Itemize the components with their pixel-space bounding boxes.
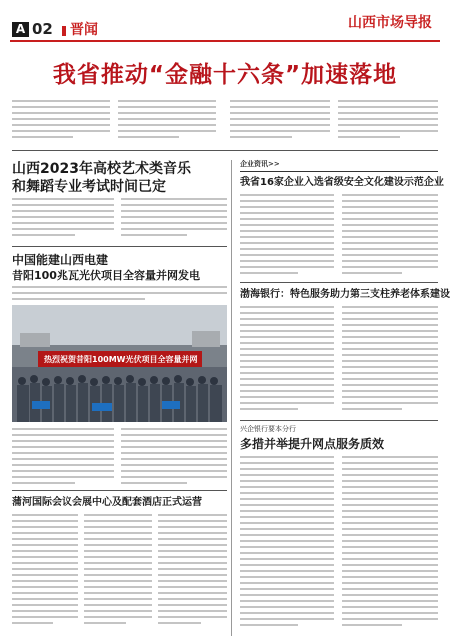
text-line-placeholder <box>240 606 334 608</box>
text-line-placeholder <box>12 428 114 430</box>
page-letter-box: A <box>12 22 29 37</box>
text-line-placeholder <box>12 586 78 588</box>
text-line-placeholder <box>342 378 438 380</box>
text-line-placeholder <box>158 616 227 618</box>
text-line-placeholder <box>121 234 187 236</box>
text-line-placeholder <box>240 408 298 410</box>
text-line-placeholder <box>12 458 114 460</box>
text-line-placeholder <box>12 568 78 570</box>
text-line-placeholder <box>84 592 152 594</box>
text-line-placeholder <box>12 556 78 558</box>
text-line-placeholder <box>342 342 438 344</box>
text-line-placeholder <box>158 532 227 534</box>
divider-line <box>240 282 438 283</box>
text-line-placeholder <box>240 366 334 368</box>
text-line-placeholder <box>121 198 227 200</box>
text-line-placeholder <box>12 526 78 528</box>
text-line-placeholder <box>240 218 334 220</box>
text-line-placeholder <box>240 360 334 362</box>
text-line-placeholder <box>121 210 227 212</box>
text-line-placeholder <box>240 396 334 398</box>
text-line-placeholder <box>158 538 227 540</box>
text-line-placeholder <box>12 106 110 108</box>
text-line-placeholder <box>158 562 227 564</box>
article-body <box>240 194 334 281</box>
section-marker <box>62 26 66 36</box>
text-line-placeholder <box>240 236 334 238</box>
text-line-placeholder <box>12 562 78 564</box>
text-line-placeholder <box>240 588 334 590</box>
text-line-placeholder <box>118 118 216 120</box>
text-line-placeholder <box>342 600 438 602</box>
text-line-placeholder <box>342 576 438 578</box>
text-line-placeholder <box>342 224 438 226</box>
text-line-placeholder <box>12 520 78 522</box>
text-line-placeholder <box>342 528 438 530</box>
text-line-placeholder <box>118 136 179 138</box>
text-line-placeholder <box>84 568 152 570</box>
text-line-placeholder <box>342 254 438 256</box>
text-line-placeholder <box>342 570 438 572</box>
text-line-placeholder <box>12 222 114 224</box>
article-body <box>121 198 227 242</box>
text-line-placeholder <box>12 452 114 454</box>
text-line-placeholder <box>342 360 438 362</box>
article-body <box>240 456 334 632</box>
text-line-placeholder <box>84 544 152 546</box>
text-line-placeholder <box>240 564 334 566</box>
text-line-placeholder <box>118 106 216 108</box>
text-line-placeholder <box>121 464 227 466</box>
text-line-placeholder <box>240 552 334 554</box>
text-line-placeholder <box>12 544 78 546</box>
text-line-placeholder <box>230 124 330 126</box>
text-line-placeholder <box>240 230 334 232</box>
text-line-placeholder <box>240 510 334 512</box>
text-line-placeholder <box>12 100 110 102</box>
text-line-placeholder <box>12 610 78 612</box>
text-line-placeholder <box>84 550 152 552</box>
text-line-placeholder <box>240 206 334 208</box>
text-line-placeholder <box>12 112 110 114</box>
text-line-placeholder <box>342 534 438 536</box>
text-line-placeholder <box>240 354 334 356</box>
text-line-placeholder <box>342 200 438 202</box>
divider-line <box>12 490 227 491</box>
page-number: 02 <box>32 20 53 38</box>
text-line-placeholder <box>158 586 227 588</box>
text-line-placeholder <box>84 598 152 600</box>
article-body <box>121 428 227 491</box>
article-title: 山西2023年高校艺术类音乐 <box>12 161 191 177</box>
text-line-placeholder <box>240 582 334 584</box>
text-line-placeholder <box>342 396 438 398</box>
text-line-placeholder <box>121 216 227 218</box>
text-line-placeholder <box>342 354 438 356</box>
lead-story-col-4 <box>338 100 438 144</box>
text-line-placeholder <box>12 292 227 294</box>
text-line-placeholder <box>338 124 438 126</box>
text-line-placeholder <box>240 384 334 386</box>
text-line-placeholder <box>240 600 334 602</box>
text-line-placeholder <box>240 318 334 320</box>
text-line-placeholder <box>84 556 152 558</box>
text-line-placeholder <box>121 204 227 206</box>
text-line-placeholder <box>12 574 78 576</box>
text-line-placeholder <box>342 498 438 500</box>
text-line-placeholder <box>240 242 334 244</box>
text-line-placeholder <box>12 130 110 132</box>
article-body <box>158 514 227 632</box>
text-line-placeholder <box>342 218 438 220</box>
text-line-placeholder <box>240 576 334 578</box>
text-line-placeholder <box>342 504 438 506</box>
divider-line <box>240 420 438 421</box>
section-tag: 企业资讯>> <box>240 160 280 168</box>
section-name: 晋闻 <box>70 22 98 38</box>
text-line-placeholder <box>342 242 438 244</box>
text-line-placeholder <box>342 266 438 268</box>
text-line-placeholder <box>240 594 334 596</box>
text-line-placeholder <box>342 588 438 590</box>
text-line-placeholder <box>84 520 152 522</box>
text-line-placeholder <box>84 514 152 516</box>
article-body <box>240 306 334 418</box>
text-line-placeholder <box>158 568 227 570</box>
text-line-placeholder <box>342 492 438 494</box>
article-body <box>342 306 438 418</box>
text-line-placeholder <box>240 390 334 392</box>
solar-project-photo <box>12 305 227 422</box>
text-line-placeholder <box>342 624 402 626</box>
text-line-placeholder <box>84 574 152 576</box>
text-line-placeholder <box>158 556 227 558</box>
text-line-placeholder <box>12 286 227 288</box>
text-line-placeholder <box>158 520 227 522</box>
article-title: 昔阳100兆瓦光伏项目全容量并网发电 <box>12 269 200 282</box>
main-headline: 我省推动“金融十六条”加速落地 <box>52 62 398 88</box>
text-line-placeholder <box>240 248 334 250</box>
text-line-placeholder <box>121 428 227 430</box>
text-line-placeholder <box>84 604 152 606</box>
text-line-placeholder <box>12 592 78 594</box>
text-line-placeholder <box>338 106 438 108</box>
article-title: 多措并举提升网点服务质效 <box>240 437 385 451</box>
text-line-placeholder <box>342 312 438 314</box>
text-line-placeholder <box>240 480 334 482</box>
text-line-placeholder <box>12 210 114 212</box>
lead-story-col-2 <box>118 100 216 144</box>
text-line-placeholder <box>240 486 334 488</box>
text-line-placeholder <box>240 570 334 572</box>
text-line-placeholder <box>240 260 334 262</box>
lead-story-col-3 <box>230 100 330 144</box>
text-line-placeholder <box>240 474 334 476</box>
text-line-placeholder <box>230 118 330 120</box>
text-line-placeholder <box>240 516 334 518</box>
text-line-placeholder <box>84 616 152 618</box>
masthead-rule <box>10 40 440 42</box>
text-line-placeholder <box>342 552 438 554</box>
text-line-placeholder <box>121 228 227 230</box>
text-line-placeholder <box>342 212 438 214</box>
text-line-placeholder <box>342 324 438 326</box>
text-line-placeholder <box>12 118 110 120</box>
text-line-placeholder <box>342 348 438 350</box>
text-line-placeholder <box>230 112 330 114</box>
column-divider <box>231 160 232 636</box>
text-line-placeholder <box>240 468 334 470</box>
text-line-placeholder <box>240 618 334 620</box>
text-line-placeholder <box>158 550 227 552</box>
text-line-placeholder <box>338 118 438 120</box>
text-line-placeholder <box>230 100 330 102</box>
article-title: 我省16家企业入选省级安全文化建设示范企业 <box>240 177 444 188</box>
text-line-placeholder <box>230 130 330 132</box>
text-line-placeholder <box>240 612 334 614</box>
text-line-placeholder <box>12 470 114 472</box>
text-line-placeholder <box>12 482 75 484</box>
text-line-placeholder <box>240 498 334 500</box>
text-line-placeholder <box>118 100 216 102</box>
text-line-placeholder <box>342 522 438 524</box>
text-line-placeholder <box>12 216 114 218</box>
text-line-placeholder <box>84 580 152 582</box>
text-line-placeholder <box>342 606 438 608</box>
text-line-placeholder <box>121 440 227 442</box>
text-line-placeholder <box>121 482 187 484</box>
text-line-placeholder <box>342 480 438 482</box>
paper-title: 山西市场导报 <box>348 15 432 31</box>
article-title: 渤海银行：特色服务助力第三支柱养老体系建设 <box>240 289 450 300</box>
article-title: 蒲河国际会议会展中心及配套酒店正式运营 <box>12 497 202 508</box>
tag-rule <box>240 171 438 172</box>
text-line-placeholder <box>158 544 227 546</box>
text-line-placeholder <box>12 532 78 534</box>
text-line-placeholder <box>342 456 438 458</box>
article-body <box>84 514 152 632</box>
text-line-placeholder <box>12 434 114 436</box>
text-line-placeholder <box>342 194 438 196</box>
article-body <box>12 286 227 302</box>
text-line-placeholder <box>230 106 330 108</box>
text-line-placeholder <box>12 136 73 138</box>
text-line-placeholder <box>240 272 298 274</box>
text-line-placeholder <box>12 538 78 540</box>
text-line-placeholder <box>342 612 438 614</box>
text-line-placeholder <box>12 616 78 618</box>
text-line-placeholder <box>342 408 402 410</box>
text-line-placeholder <box>121 434 227 436</box>
text-line-placeholder <box>12 604 78 606</box>
text-line-placeholder <box>342 618 438 620</box>
text-line-placeholder <box>158 598 227 600</box>
text-line-placeholder <box>342 330 438 332</box>
text-line-placeholder <box>118 130 216 132</box>
text-line-placeholder <box>240 372 334 374</box>
text-line-placeholder <box>342 558 438 560</box>
text-line-placeholder <box>342 510 438 512</box>
article-body <box>342 194 438 281</box>
text-line-placeholder <box>240 212 334 214</box>
photo-banner-text: 热烈祝贺昔阳100MW光伏项目全容量并网 <box>44 355 198 364</box>
text-line-placeholder <box>240 546 334 548</box>
text-line-placeholder <box>338 130 438 132</box>
text-line-placeholder <box>342 462 438 464</box>
text-line-placeholder <box>158 604 227 606</box>
text-line-placeholder <box>121 470 227 472</box>
text-line-placeholder <box>158 610 227 612</box>
text-line-placeholder <box>121 452 227 454</box>
text-line-placeholder <box>342 366 438 368</box>
text-line-placeholder <box>12 198 114 200</box>
divider-line <box>12 246 227 247</box>
text-line-placeholder <box>240 312 334 314</box>
text-line-placeholder <box>12 124 110 126</box>
text-line-placeholder <box>240 254 334 256</box>
text-line-placeholder <box>12 622 53 624</box>
text-line-placeholder <box>342 230 438 232</box>
text-line-placeholder <box>338 136 400 138</box>
text-line-placeholder <box>240 492 334 494</box>
text-line-placeholder <box>12 440 114 442</box>
article-body <box>12 198 114 242</box>
text-line-placeholder <box>342 372 438 374</box>
text-line-placeholder <box>342 486 438 488</box>
text-line-placeholder <box>118 112 216 114</box>
text-line-placeholder <box>12 298 145 300</box>
text-line-placeholder <box>12 598 78 600</box>
text-line-placeholder <box>240 330 334 332</box>
divider-line <box>12 150 438 151</box>
text-line-placeholder <box>342 384 438 386</box>
text-line-placeholder <box>158 574 227 576</box>
text-line-placeholder <box>12 514 78 516</box>
text-line-placeholder <box>240 558 334 560</box>
text-line-placeholder <box>240 224 334 226</box>
text-line-placeholder <box>342 306 438 308</box>
text-line-placeholder <box>12 550 78 552</box>
article-title: 中国能建山西电建 <box>12 253 109 267</box>
text-line-placeholder <box>121 476 227 478</box>
text-line-placeholder <box>338 112 438 114</box>
text-line-placeholder <box>342 540 438 542</box>
text-line-placeholder <box>240 534 334 536</box>
masthead <box>0 0 450 44</box>
text-line-placeholder <box>240 504 334 506</box>
text-line-placeholder <box>84 532 152 534</box>
text-line-placeholder <box>240 194 334 196</box>
text-line-placeholder <box>240 456 334 458</box>
text-line-placeholder <box>12 204 114 206</box>
text-line-placeholder <box>342 474 438 476</box>
text-line-placeholder <box>240 336 334 338</box>
text-line-placeholder <box>12 476 114 478</box>
text-line-placeholder <box>342 206 438 208</box>
lead-story-col-1 <box>12 100 110 144</box>
text-line-placeholder <box>342 582 438 584</box>
text-line-placeholder <box>12 446 114 448</box>
text-line-placeholder <box>342 564 438 566</box>
text-line-placeholder <box>240 462 334 464</box>
article-body <box>342 456 438 632</box>
text-line-placeholder <box>240 402 334 404</box>
text-line-placeholder <box>84 538 152 540</box>
text-line-placeholder <box>240 200 334 202</box>
text-line-placeholder <box>84 622 126 624</box>
text-line-placeholder <box>12 580 78 582</box>
text-line-placeholder <box>342 336 438 338</box>
text-line-placeholder <box>12 464 114 466</box>
text-line-placeholder <box>240 306 334 308</box>
text-line-placeholder <box>158 622 201 624</box>
text-line-placeholder <box>118 124 216 126</box>
text-line-placeholder <box>240 266 334 268</box>
text-line-placeholder <box>121 446 227 448</box>
text-line-placeholder <box>240 522 334 524</box>
text-line-placeholder <box>342 260 438 262</box>
text-line-placeholder <box>240 324 334 326</box>
text-line-placeholder <box>342 390 438 392</box>
text-line-placeholder <box>84 610 152 612</box>
text-line-placeholder <box>240 540 334 542</box>
text-line-placeholder <box>240 624 298 626</box>
text-line-placeholder <box>240 528 334 530</box>
text-line-placeholder <box>342 402 438 404</box>
text-line-placeholder <box>342 594 438 596</box>
text-line-placeholder <box>84 586 152 588</box>
text-line-placeholder <box>342 318 438 320</box>
text-line-placeholder <box>121 222 227 224</box>
text-line-placeholder <box>342 516 438 518</box>
text-line-placeholder <box>12 234 75 236</box>
article-body <box>12 428 114 491</box>
text-line-placeholder <box>240 378 334 380</box>
text-line-placeholder <box>121 458 227 460</box>
text-line-placeholder <box>158 526 227 528</box>
text-line-placeholder <box>158 514 227 516</box>
section-tag: 兴企银行要本分行 <box>240 425 296 433</box>
text-line-placeholder <box>240 342 334 344</box>
text-line-placeholder <box>338 100 438 102</box>
article-body <box>12 514 78 632</box>
text-line-placeholder <box>342 248 438 250</box>
text-line-placeholder <box>342 272 402 274</box>
text-line-placeholder <box>342 468 438 470</box>
text-line-placeholder <box>158 592 227 594</box>
article-title: 和舞蹈专业考试时间已定 <box>12 179 166 195</box>
text-line-placeholder <box>342 236 438 238</box>
text-line-placeholder <box>84 526 152 528</box>
text-line-placeholder <box>12 228 114 230</box>
text-line-placeholder <box>240 348 334 350</box>
text-line-placeholder <box>342 546 438 548</box>
text-line-placeholder <box>158 580 227 582</box>
text-line-placeholder <box>84 562 152 564</box>
text-line-placeholder <box>230 136 292 138</box>
